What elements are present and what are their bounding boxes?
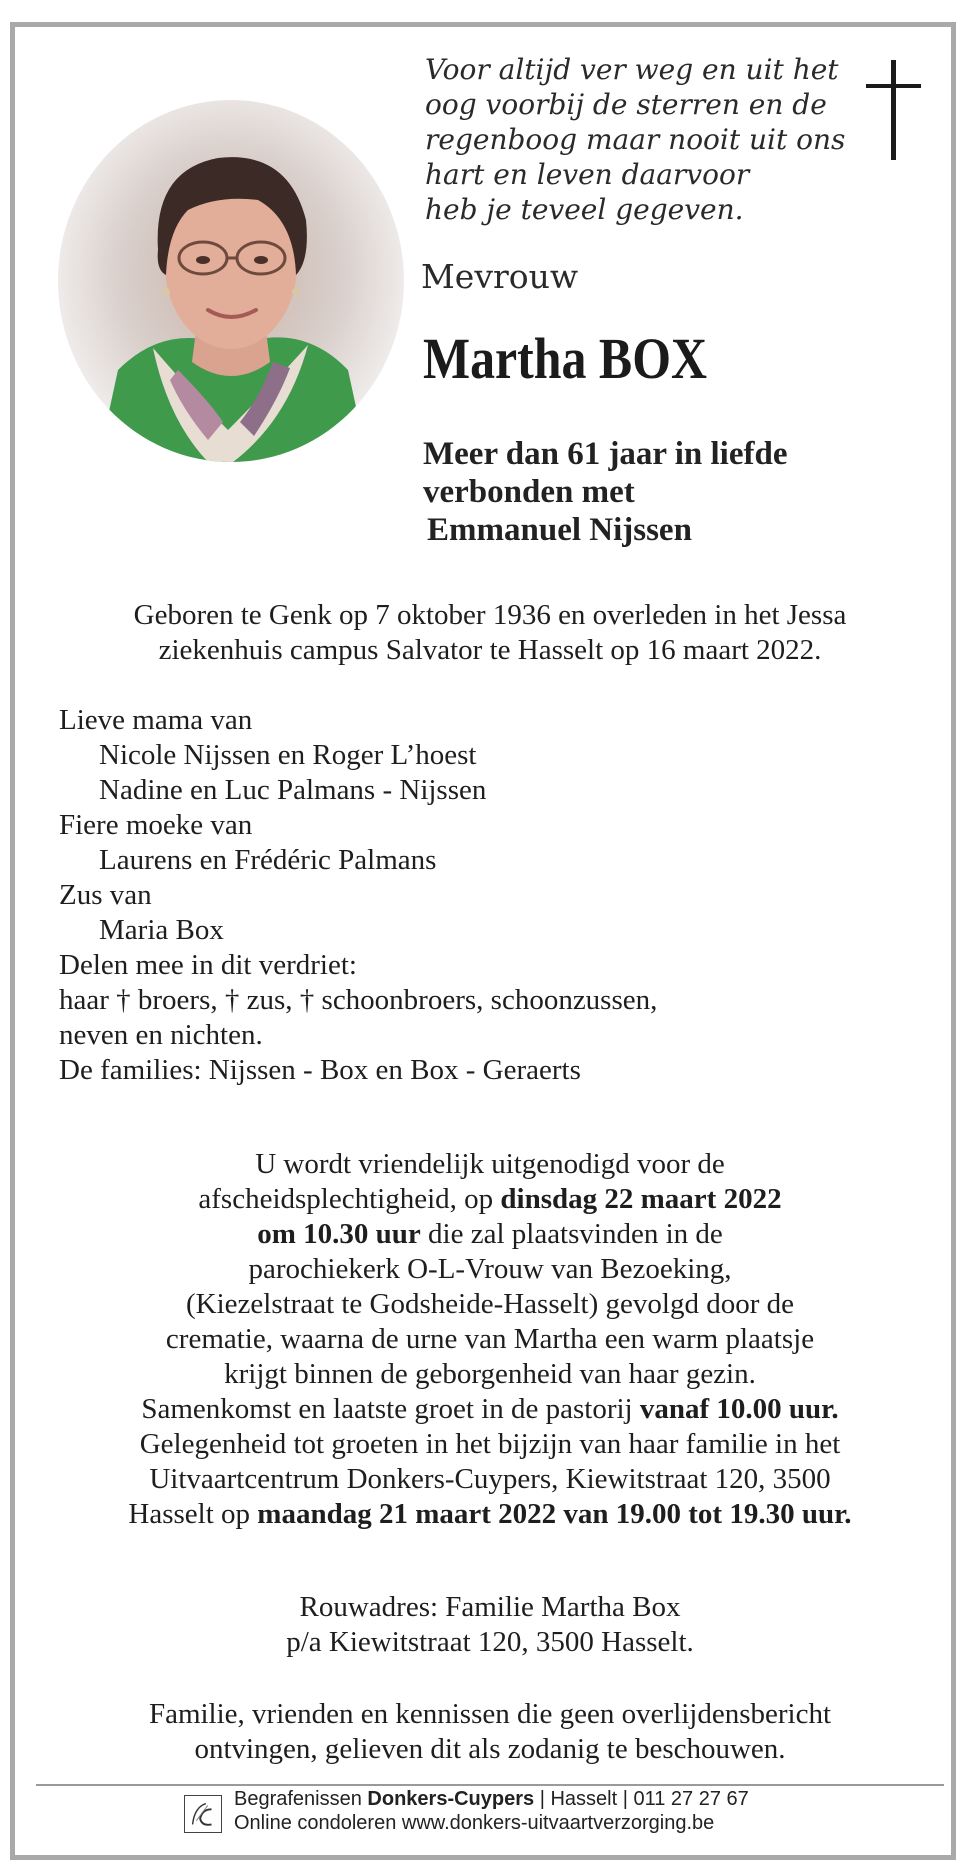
gathering-time: vanaf 10.00 uur. — [639, 1393, 839, 1425]
family-list — [59, 703, 657, 1088]
invite-line: Uitvaartcentrum Donkers-Cuypers, Kiewitstraat 120, 3500 — [149, 1463, 831, 1495]
footer-contact: | Hasselt | 011 27 27 67 — [534, 1788, 749, 1810]
address-line: Rouwadres: Familie Martha Box — [299, 1591, 681, 1623]
notice-text — [40, 1697, 940, 1767]
ceremony-invitation — [40, 1147, 940, 1532]
family-label: Zus van — [59, 879, 152, 911]
footer-website[interactable]: Online condoleren www.donkers-uitvaartverzorging.be — [234, 1812, 715, 1834]
family-label: Delen mee in dit verdriet: — [59, 949, 357, 981]
family-label: Lieve mama van — [59, 704, 253, 736]
family-line: neven en nichten. — [59, 1019, 263, 1051]
portrait-illustration — [58, 100, 404, 462]
address-line: p/a Kiewitstraat 120, 3500 Hasselt. — [286, 1626, 694, 1658]
deceased-name: Martha BOX — [423, 326, 708, 391]
cross-icon — [858, 60, 932, 160]
invite-line: (Kiezelstraat te Godsheide-Hasselt) gevolgd door de — [186, 1288, 794, 1320]
verse-line: oog voorbij de sterren en de — [425, 88, 827, 121]
mourning-address — [40, 1590, 940, 1660]
invite-line — [40, 1217, 940, 1252]
family-member: Nicole Nijssen en Roger L’hoest — [99, 739, 477, 771]
notice-line: ontvingen, gelieven dit als zodanig te beschouwen. — [194, 1733, 786, 1765]
family-member: Laurens en Frédéric Palmans — [99, 844, 437, 876]
invite-line: parochiekerk O-L-Vrouw van Bezoeking, — [248, 1253, 732, 1285]
invite-line — [40, 1497, 940, 1532]
funeral-home-logo-icon — [184, 1795, 222, 1833]
invite-line — [40, 1392, 940, 1427]
footer-text — [234, 1787, 749, 1835]
invite-line: U wordt vriendelijk uitgenodigd voor de — [255, 1148, 725, 1180]
verse-line: hart en leven daarvoor — [425, 158, 750, 191]
family-member: Nadine en Luc Palmans - Nijssen — [99, 774, 487, 806]
invite-text: Hasselt op — [128, 1498, 258, 1530]
notice-line: Familie, vrienden en kennissen die geen overlijdensbericht — [148, 1698, 832, 1730]
company-name: Donkers-Cuypers — [367, 1788, 535, 1810]
footer-divider — [36, 1784, 944, 1786]
invite-line: Gelegenheid tot groeten in het bijzijn van haar familie in het — [139, 1428, 841, 1460]
intro-line: Geboren te Genk op 7 oktober 1936 en overleden in het Jessa — [133, 599, 847, 631]
invite-text: die zal plaatsvinden in de — [420, 1218, 723, 1250]
family-line: De families: Nijssen - Box en Box - Geraerts — [59, 1054, 581, 1086]
family-line: haar † broers, † zus, † schoonbroers, schoonzussen, — [59, 984, 658, 1016]
bond-line: Emmanuel Nijssen — [427, 512, 692, 548]
memorial-verse — [425, 52, 865, 227]
footer-prefix: Begrafenissen — [234, 1788, 368, 1810]
verse-line: regenboog maar nooit uit ons — [425, 123, 846, 156]
honorific: Mevrouw — [421, 257, 579, 296]
spouse-bond — [423, 435, 787, 549]
birth-death-info — [40, 598, 940, 668]
invite-line: crematie, waarna de urne van Martha een warm plaatsje — [165, 1323, 815, 1355]
invite-line: krijgt binnen de geborgenheid van haar gezin. — [224, 1358, 756, 1390]
intro-line: ziekenhuis campus Salvator te Hasselt op 16 maart 2022. — [158, 634, 822, 666]
ceremony-time: om 10.30 uur — [257, 1218, 421, 1250]
bond-line: Meer dan 61 jaar in liefde — [423, 436, 788, 472]
funeral-home-footer — [184, 1787, 944, 1847]
footer-line-1 — [234, 1787, 749, 1811]
family-member: Maria Box — [99, 914, 224, 946]
invite-line — [40, 1182, 940, 1217]
portrait-photo — [58, 100, 404, 462]
visitation-time: maandag 21 maart 2022 van 19.00 tot 19.30 uur. — [257, 1498, 852, 1530]
invite-text: Samenkomst en laatste groet in de pastorij — [141, 1393, 640, 1425]
invite-text: afscheidsplechtigheid, op — [198, 1183, 501, 1215]
verse-line: Voor altijd ver weg en uit het — [425, 53, 839, 86]
bond-line: verbonden met — [423, 474, 635, 510]
verse-line: heb je teveel gegeven. — [425, 193, 744, 226]
ceremony-date: dinsdag 22 maart 2022 — [500, 1183, 782, 1215]
family-label: Fiere moeke van — [59, 809, 253, 841]
